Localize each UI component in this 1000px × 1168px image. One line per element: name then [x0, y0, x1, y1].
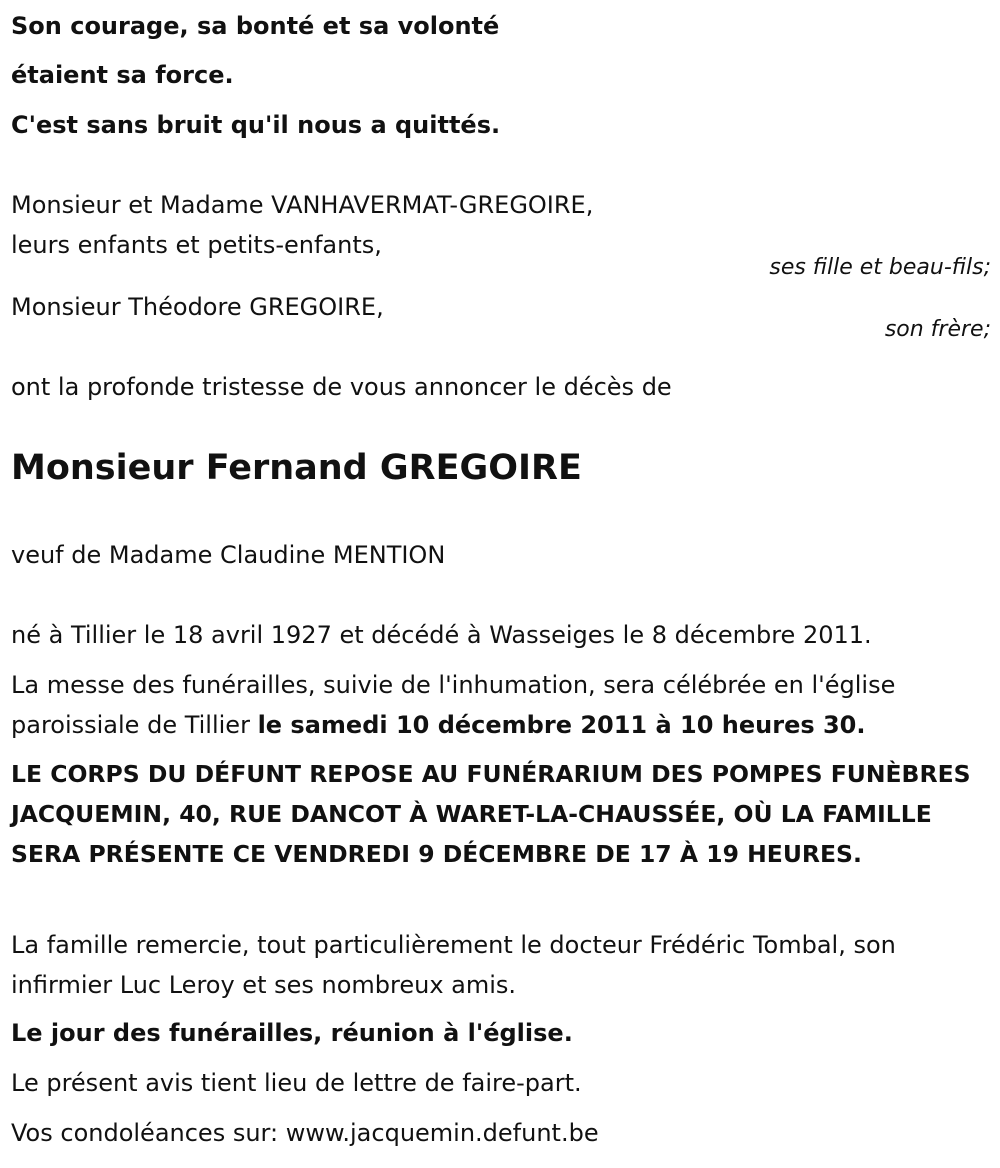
announcement: ont la profonde tristesse de vous annoncer le décès de — [11, 373, 672, 401]
reunion-line: Le jour des funérailles, réunion à l'église. — [11, 1019, 573, 1047]
quote-line-3: C'est sans bruit qu'il nous a quittés. — [11, 111, 501, 139]
mass-date: le samedi 10 décembre 2011 à 10 heures 30. — [257, 711, 866, 739]
family-line-1: Monsieur et Madame VANHAVERMAT-GREGOIRE, — [11, 191, 594, 219]
condolences-line: Vos condoléances sur: www.jacquemin.defunt.be — [11, 1119, 599, 1147]
funerarium-paragraph: LE CORPS DU DÉFUNT REPOSE AU FUNÉRARIUM DES POMPES FUNÈBRES JACQUEMIN, 40, RUE DANCOT À WARET-LA-CHAUSSÉE, OÙ LA FAMILLE SERA PRÉSENTE CE VENDREDI 9 DÉCEMBRE DE 17 À 19 HEURES. — [11, 760, 971, 868]
family-line-3: Monsieur Théodore GREGOIRE, — [11, 293, 384, 321]
quote-line-2: étaient sa force. — [11, 61, 234, 89]
notice-line: Le présent avis tient lieu de lettre de faire-part. — [11, 1069, 582, 1097]
thanks-paragraph: La famille remercie, tout particulièrement le docteur Frédéric Tombal, son infirmier Luc Leroy et ses nombreux amis. — [11, 931, 896, 999]
birth-death-dates: né à Tillier le 18 avril 1927 et décédé à Wasseiges le 8 décembre 2011. — [11, 621, 872, 649]
mass-paragraph — [11, 665, 996, 745]
family-relation-1: ses fille et beau-fils; — [769, 255, 991, 280]
family-line-2: leurs enfants et petits-enfants, — [11, 231, 382, 259]
mass-text: La messe des funérailles, suivie de l'inhumation, sera célébrée en l'église paroissiale de Tillier — [11, 671, 896, 739]
family-relation-2: son frère; — [884, 317, 991, 342]
deceased-name: Monsieur Fernand GREGOIRE — [11, 448, 582, 488]
quote-line-1: Son courage, sa bonté et sa volonté — [11, 12, 500, 40]
widower-line: veuf de Madame Claudine MENTION — [11, 541, 446, 569]
